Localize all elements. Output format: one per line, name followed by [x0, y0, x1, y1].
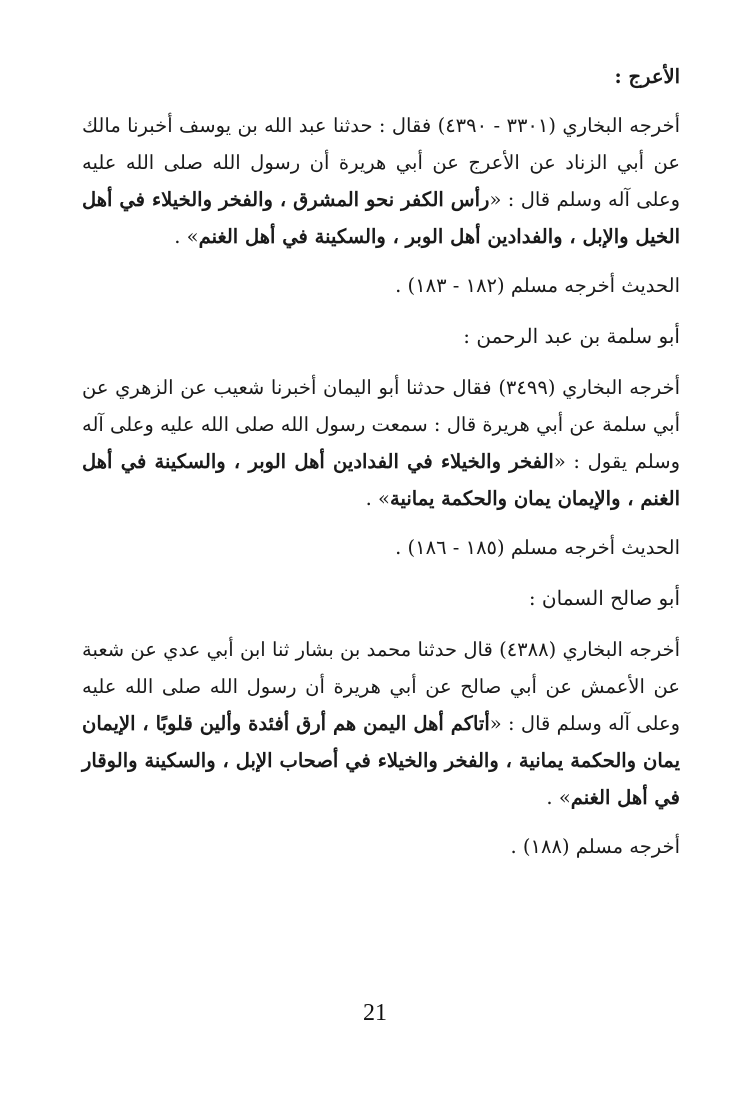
hadith-outro: » .	[365, 487, 390, 510]
hadith-quote: الفخر والخيلاء في الفدادين أهل الوبر ، والسكينة في أهل الغنم ، والإيمان يمان والحكمة يمانية	[82, 450, 680, 510]
hadith-outro: » .	[174, 225, 199, 248]
section-heading-abu-salama: أبو سلمة بن عبد الرحمن :	[463, 324, 680, 348]
reference-abu-salama: الحديث أخرجه مسلم (١٨٥ - ١٨٦) .	[395, 536, 680, 559]
hadith-intro: أخرجه البخاري (٣٤٩٩) فقال حدثنا أبو اليمان أخبرنا شعيب عن الزهري عن أبي سلمة عن أبي هريرة قال : سمعت رسول الله صلى الله عليه وعلى آله وسلم يقول : «	[82, 376, 680, 473]
hadith-quote: أتاكم أهل اليمن هم أرق أفئدة وألين قلوبًا ، الإيمان يمان والحكمة يمانية ، والفخر والخيلاء في أصحاب الإبل ، والسكينة والوقار في أهل الغنم	[82, 712, 680, 809]
hadith-paragraph-abu-salih	[82, 631, 680, 816]
hadith-quote: رأس الكفر نحو المشرق ، والفخر والخيلاء في أهل الخيل والإبل ، والفدادين أهل الوبر ، والسكينة في أهل الغنم	[82, 188, 680, 248]
hadith-outro: » .	[546, 786, 571, 809]
hadith-paragraph-araj	[82, 107, 680, 255]
page-number: 21	[363, 1000, 387, 1026]
reference-abu-salih: أخرجه مسلم (١٨٨) .	[510, 835, 680, 858]
hadith-intro: أخرجه البخاري (٣٣٠١ - ٤٣٩٠) فقال : حدثنا عبد الله بن يوسف أخبرنا مالك عن أبي الزناد عن الأعرج عن أبي هريرة أن رسول الله صلى الله عليه وعلى آله وسلم قال : «	[82, 114, 680, 211]
page-body	[82, 58, 680, 877]
hadith-paragraph-abu-salama	[82, 369, 680, 517]
section-heading-abu-salih: أبو صالح السمان :	[528, 586, 680, 610]
hadith-intro: أخرجه البخاري (٤٣٨٨) قال حدثنا محمد بن بشار ثنا ابن أبي عدي عن شعبة عن الأعمش عن أبي صالح عن أبي هريرة أن رسول الله صلى الله عليه وعلى آله وسلم قال : «	[82, 638, 681, 735]
section-heading-araj: الأعرج :	[614, 65, 680, 88]
reference-araj: الحديث أخرجه مسلم (١٨٢ - ١٨٣) .	[395, 274, 680, 297]
